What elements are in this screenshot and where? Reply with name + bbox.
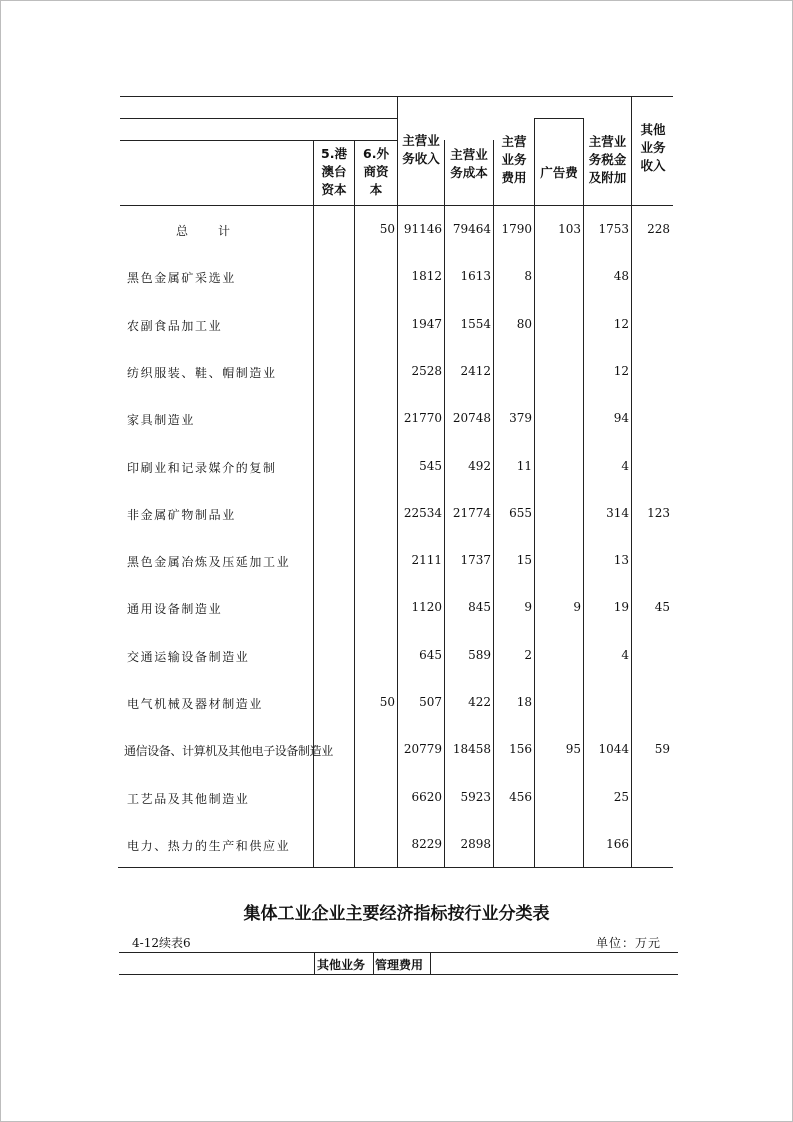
col-divider (373, 952, 374, 974)
cell-main-cost: 2898 (460, 836, 491, 851)
cell-main-revenue: 2528 (411, 363, 442, 378)
cell-main-cost: 20748 (452, 411, 491, 426)
cell-tax-surcharge: 4 (621, 458, 629, 473)
header-rule-1 (120, 118, 397, 119)
cell-main-revenue: 645 (419, 647, 442, 662)
header-foreign-capital: 6.外 商资 本 (363, 146, 389, 197)
cell-main-revenue: 1812 (411, 269, 442, 284)
row-label: 交通运输设备制造业 (127, 649, 250, 664)
row-label: 电力、热力的生产和供应业 (127, 838, 291, 853)
cell-tax-surcharge: 13 (613, 553, 629, 568)
cell-other-revenue: 123 (647, 505, 670, 520)
cell-main-expense: 8 (524, 269, 532, 284)
next-table-header-rule (119, 974, 678, 975)
cell-tax-surcharge: 1753 (598, 222, 629, 236)
cell-tax-surcharge: 314 (606, 505, 629, 520)
cell-tax-surcharge: 4 (621, 647, 629, 662)
row-label: 非金属矿物制品业 (127, 507, 236, 522)
col-divider (493, 140, 494, 867)
cell-main-revenue: 22534 (403, 505, 442, 520)
cell-main-revenue: 1120 (411, 600, 442, 615)
header-admin-expense: 管理费用 (375, 958, 424, 972)
cell-main-revenue: 2111 (411, 553, 442, 568)
col-divider (430, 952, 431, 974)
row-label: 通信设备、计算机及其他电子设备制造业 (124, 744, 333, 759)
header-other-business: 其他业务 (317, 958, 366, 972)
cell-foreign-capital: 50 (379, 222, 395, 236)
cell-main-expense: 2 (524, 647, 532, 662)
header-advertising: 广告费 (540, 165, 578, 180)
cell-tax-surcharge: 25 (613, 789, 629, 804)
cell-tax-surcharge: 19 (613, 600, 629, 615)
cell-main-cost: 79464 (452, 222, 491, 236)
cell-other-revenue: 228 (647, 222, 670, 236)
row-label: 家具制造业 (127, 413, 196, 428)
advertising-header-rule (534, 118, 583, 119)
cell-main-cost: 1554 (460, 316, 491, 331)
cell-tax-surcharge: 1044 (598, 742, 629, 757)
row-label: 电气机械及器材制造业 (127, 697, 264, 711)
cell-main-expense: 11 (516, 458, 532, 473)
cell-main-expense: 80 (516, 316, 532, 331)
col-divider (354, 140, 355, 867)
cell-advertising: 95 (565, 742, 581, 757)
cell-main-cost: 492 (468, 458, 491, 473)
cell-main-cost: 5923 (460, 789, 491, 804)
cell-tax-surcharge: 166 (606, 836, 629, 851)
header-tax-surcharge: 主营业 务税金 及附加 (588, 134, 627, 185)
cell-main-cost: 589 (468, 647, 491, 662)
cell-main-revenue: 8229 (411, 836, 442, 851)
cell-tax-surcharge: 94 (613, 411, 629, 426)
cell-main-expense: 655 (509, 505, 532, 520)
cell-main-expense: 15 (516, 553, 532, 568)
row-label: 总 计 (176, 224, 233, 238)
col-divider (314, 952, 315, 974)
cell-main-expense: 1790 (501, 222, 532, 236)
cell-advertising: 103 (558, 222, 581, 236)
next-table-top-rule (119, 952, 678, 953)
cell-foreign-capital: 50 (379, 695, 395, 709)
row-label: 印刷业和记录媒介的复制 (127, 460, 277, 475)
cell-tax-surcharge: 12 (613, 316, 629, 331)
header-hk-capital: 5.港 澳台 资本 (321, 146, 347, 197)
cell-main-revenue: 507 (419, 695, 442, 709)
cell-main-revenue: 91146 (403, 222, 442, 236)
row-label: 纺织服装、鞋、帽制造业 (127, 365, 277, 380)
cell-main-expense: 156 (509, 742, 532, 757)
cell-tax-surcharge: 12 (613, 363, 629, 378)
col-divider (444, 140, 445, 867)
cell-main-cost: 18458 (452, 742, 491, 757)
table-number: 4-12续表6 (132, 936, 191, 950)
cell-main-revenue: 545 (419, 458, 442, 473)
table-bottom-rule (118, 867, 673, 868)
cell-main-revenue: 1947 (411, 316, 442, 331)
table-title: 集体工业企业主要经济指标按行业分类表 (243, 904, 550, 924)
cell-main-cost: 422 (468, 695, 491, 709)
cell-main-cost: 845 (468, 600, 491, 615)
unit-label: 单位：万元 (596, 936, 662, 950)
header-main-cost: 主营业 务成本 (450, 147, 488, 180)
row-label: 工艺品及其他制造业 (127, 791, 250, 806)
cell-main-cost: 21774 (452, 505, 491, 520)
cell-main-revenue: 6620 (411, 789, 442, 804)
row-label: 通用设备制造业 (127, 602, 223, 617)
cell-main-expense: 18 (516, 695, 532, 709)
cell-main-revenue: 20779 (403, 742, 442, 757)
cell-main-expense: 379 (509, 411, 532, 426)
row-label: 农副食品加工业 (127, 318, 223, 333)
cell-main-cost: 1737 (460, 553, 491, 568)
cell-advertising: 9 (573, 600, 581, 615)
header-rule-2 (120, 140, 397, 141)
header-other-revenue: 其他 业务 收入 (640, 122, 666, 173)
cell-tax-surcharge: 48 (613, 269, 629, 284)
cell-main-expense: 9 (524, 600, 532, 615)
row-label: 黑色金属冶炼及压延加工业 (127, 555, 291, 570)
cell-other-revenue: 59 (654, 742, 670, 757)
cell-main-revenue: 21770 (403, 411, 442, 426)
cell-main-expense: 456 (509, 789, 532, 804)
row-label: 黑色金属矿采选业 (127, 271, 236, 286)
header-main-expense: 主营 业务 费用 (501, 134, 527, 185)
cell-main-cost: 1613 (460, 269, 491, 284)
header-main-revenue: 主营业 务收入 (402, 133, 440, 166)
cell-main-cost: 2412 (460, 363, 491, 378)
cell-other-revenue: 45 (654, 600, 670, 615)
